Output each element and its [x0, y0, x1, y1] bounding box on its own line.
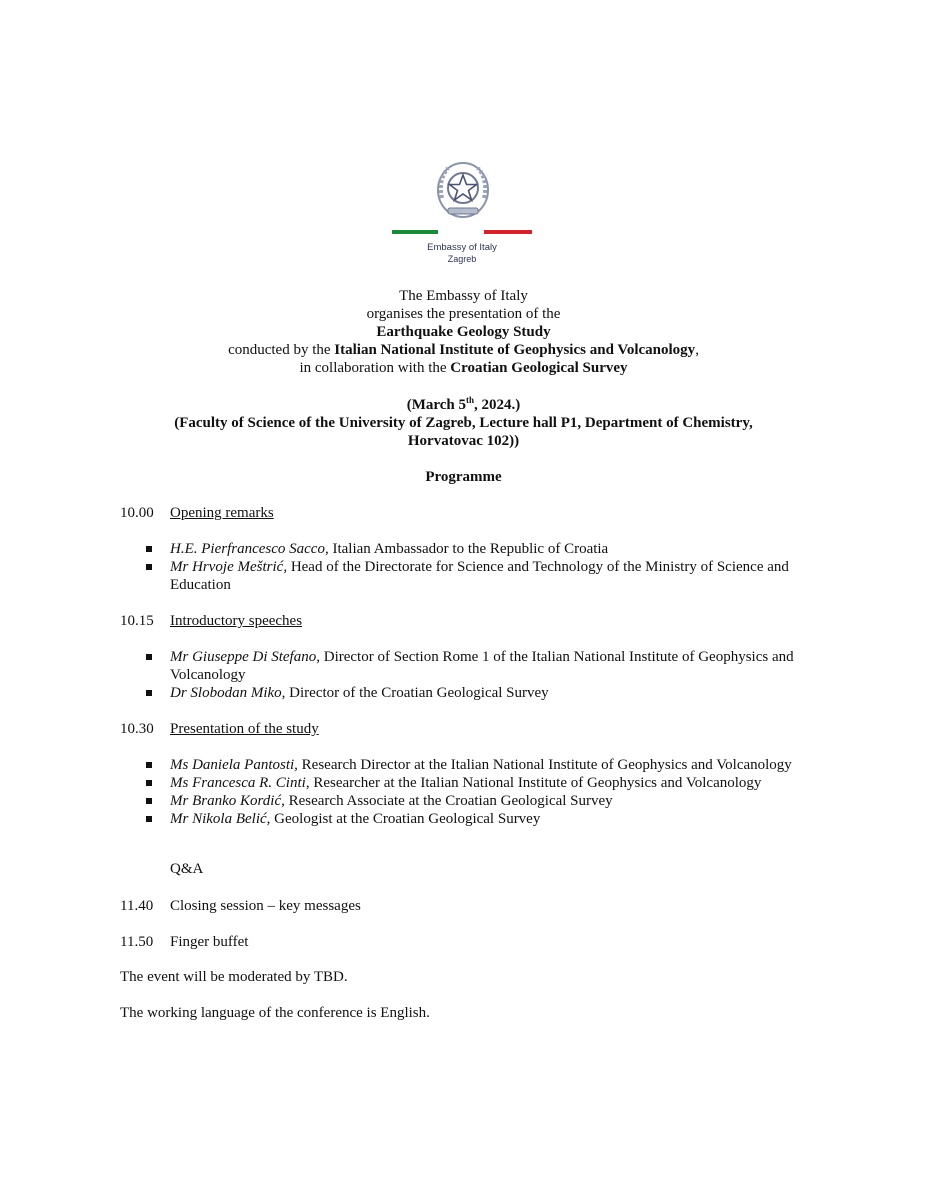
qa-label: Q&A [170, 861, 204, 877]
embassy-city: Zagreb [447, 254, 477, 264]
slot-title: Opening remarks [170, 505, 274, 521]
speaker-item: Ms Francesca R. Cinti, Researcher at the Italian National Institute of Geophysics and Volcanology [0, 774, 810, 792]
event-venue-line-2: Horvatovac 102)) [407, 433, 520, 449]
speaker-item: Mr Branko Kordić, Research Associate at the Croatian Geological Survey [0, 792, 810, 810]
programme-heading: Programme [425, 469, 502, 485]
italian-flag-bar [392, 230, 532, 234]
speaker-list [0, 648, 810, 702]
flag-green-stripe [392, 230, 438, 234]
speaker-item: Mr Giuseppe Di Stefano, Director of Section Rome 1 of the Italian National Institute of Geophysics and Volcanology [0, 648, 810, 684]
survey-name: Croatian Geological Survey [450, 360, 628, 376]
intro-line-5: in collaboration with the Croatian Geological Survey [299, 360, 628, 376]
speaker-list [0, 540, 810, 594]
slot-title: Presentation of the study [170, 721, 319, 737]
bullet-square-icon [146, 816, 152, 822]
slot-title: Introductory speeches [170, 613, 303, 629]
slot-title: Finger buffet [170, 934, 249, 950]
italian-republic-emblem-icon [434, 160, 492, 222]
bullet-square-icon [146, 654, 152, 660]
bullet-square-icon [146, 798, 152, 804]
bullet-square-icon [146, 762, 152, 768]
study-title: Earthquake Geology Study [376, 324, 551, 340]
slot-time: 10.15 [120, 613, 154, 629]
slot-time: 11.50 [120, 934, 154, 950]
institute-name: Italian National Institute of Geophysics and Volcanology [334, 342, 696, 358]
intro-line-2: organises the presentation of the [366, 306, 561, 322]
event-date: (March 5th, 2024.) [406, 395, 521, 413]
speaker-item: Mr Nikola Belić, Geologist at the Croatian Geological Survey [0, 810, 810, 828]
speaker-item: Mr Hrvoje Meštrić, Head of the Directorate for Science and Technology of the Ministry of Science and Education [0, 558, 810, 594]
slot-title: Closing session – key messages [170, 898, 361, 914]
bullet-square-icon [146, 564, 152, 570]
flag-white-stripe [438, 230, 484, 234]
slot-time: 10.00 [120, 505, 154, 521]
speaker-list [0, 756, 810, 828]
bullet-square-icon [146, 546, 152, 552]
embassy-name: Embassy of Italy [427, 242, 497, 253]
slot-time: 11.40 [120, 898, 154, 914]
moderator-note: The event will be moderated by TBD. [120, 969, 348, 985]
intro-line-1: The Embassy of Italy [399, 288, 528, 304]
flag-red-stripe [484, 230, 532, 234]
slot-time: 10.30 [120, 721, 154, 737]
speaker-item: Ms Daniela Pantosti, Research Director at the Italian National Institute of Geophysics and Volcanology [0, 756, 810, 774]
language-note: The working language of the conference is English. [120, 1005, 430, 1021]
speaker-item: Dr Slobodan Miko, Director of the Croatian Geological Survey [0, 684, 810, 702]
bullet-square-icon [146, 690, 152, 696]
speaker-item: H.E. Pierfrancesco Sacco, Italian Ambassador to the Republic of Croatia [0, 540, 810, 558]
event-venue-line-1: (Faculty of Science of the University of Zagreb, Lecture hall P1, Department of Chemistry, [174, 415, 753, 431]
bullet-square-icon [146, 780, 152, 786]
intro-line-4: conducted by the Italian National Institute of Geophysics and Volcanology, [228, 342, 699, 358]
